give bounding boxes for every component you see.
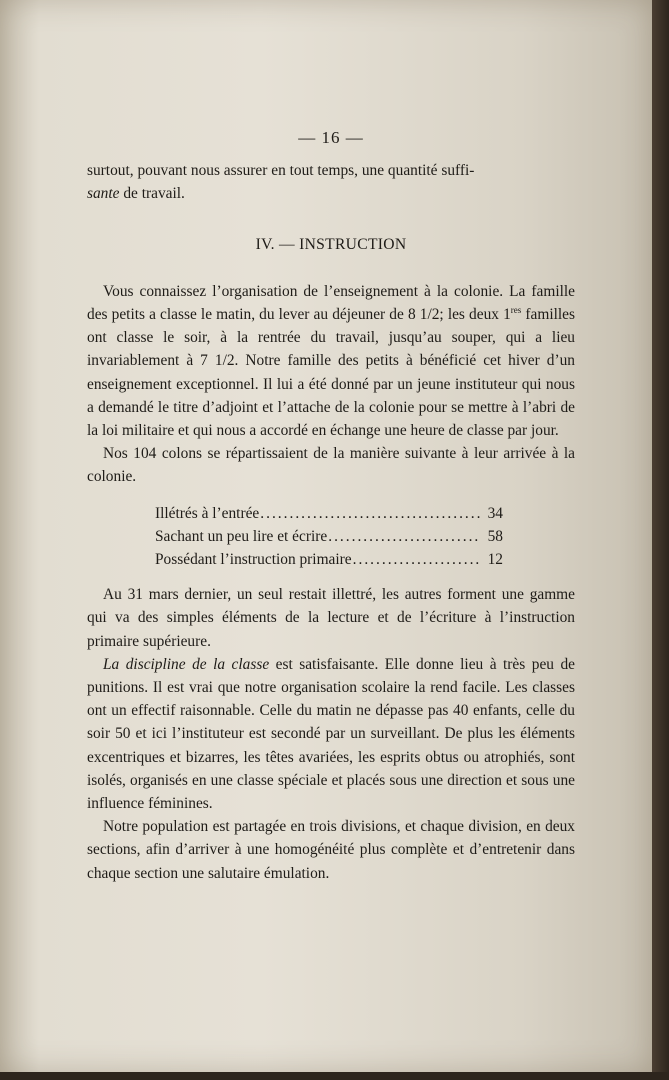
superscript-res: res bbox=[510, 304, 522, 315]
table-row bbox=[155, 548, 503, 571]
table-row-value: 12 bbox=[487, 551, 503, 569]
paragraph-organisation-text-a: Vous connaissez l’organisation de l’enseignement à la colonie. La famille des petits a classe le matin, du lever au déjeuner de 8 1/2; les deux 1 bbox=[87, 282, 575, 324]
paragraph-discipline bbox=[87, 653, 575, 815]
table-row bbox=[155, 525, 503, 548]
paragraph-organisation-text-b: familles ont classe le soir, à la rentrée du travail, jusqu’au souper, qui a lieu invariablement à 7 1/2. Notre famille des petits à bénéficié cet hiver d’un enseignement exceptionnel. Il lui a été donné par un jeune instituteur qui nous a demandé le titre d’adjoint et l’attache de la colonie pour se mettre à l’abri de la loi militaire et qui nous a accordé en échange une heure de classe par jour. bbox=[87, 306, 575, 440]
page-number: — 16 — bbox=[298, 128, 364, 147]
page-content bbox=[87, 126, 575, 885]
opening-line-2: de travail. bbox=[119, 185, 185, 203]
page-bottom-edge bbox=[0, 1072, 669, 1080]
table-row bbox=[155, 502, 503, 525]
leader-dots bbox=[260, 502, 481, 525]
table-row-value: 34 bbox=[487, 504, 503, 522]
table-row-label: Sachant un peu lire et écrire bbox=[155, 527, 328, 545]
table-row-value: 58 bbox=[487, 527, 503, 545]
opening-paragraph bbox=[87, 159, 575, 205]
opening-italic-word: sante bbox=[87, 185, 120, 203]
paragraph-divisions: Notre population est partagée en trois divisions, et chaque division, en deux sections, afin d’arriver à une homogénéité plus complète et d’entretenir dans chaque section une salutaire émulation. bbox=[87, 818, 575, 882]
paragraph-organisation bbox=[87, 280, 575, 442]
book-spine bbox=[652, 0, 669, 1080]
instruction-table bbox=[155, 502, 503, 572]
paragraph-illettre: Au 31 mars dernier, un seul restait illettré, les autres forment une gamme qui va des simples éléments de la lecture et de l’écriture à l’instruction primaire supérieure. bbox=[87, 586, 575, 650]
table-row-label: Illétrés à l’entrée bbox=[155, 504, 260, 522]
discipline-italic: La discipline de la classe bbox=[103, 655, 270, 673]
leader-dots bbox=[353, 548, 481, 571]
leader-dots bbox=[328, 525, 481, 548]
section-heading: IV. — INSTRUCTION bbox=[255, 235, 407, 253]
opening-line-1: surtout, pouvant nous assurer en tout temps, une quantité suffi- bbox=[87, 162, 475, 180]
paragraph-discipline-text: est satisfaisante. Elle donne lieu à très peu de punitions. Il est vrai que notre organisation scolaire la rend facile. Les classes ont un effectif raisonnable. Celle du matin ne dépasse pas 40 enfants, celle du soir 50 et ici l’instituteur est secondé par un surveillant. De plus les éléments excentriques et bizarres, les têtes avariées, les esprits obtus ou atrophiés, sont isolés, organisés en une classe spéciale et placés sous une direction et sous une influence féminines. bbox=[87, 655, 575, 813]
table-row-label: Possédant l’instruction primaire bbox=[155, 551, 352, 569]
paragraph-colons: Nos 104 colons se répartissaient de la manière suivante à leur arrivée à la colonie. bbox=[87, 445, 575, 486]
